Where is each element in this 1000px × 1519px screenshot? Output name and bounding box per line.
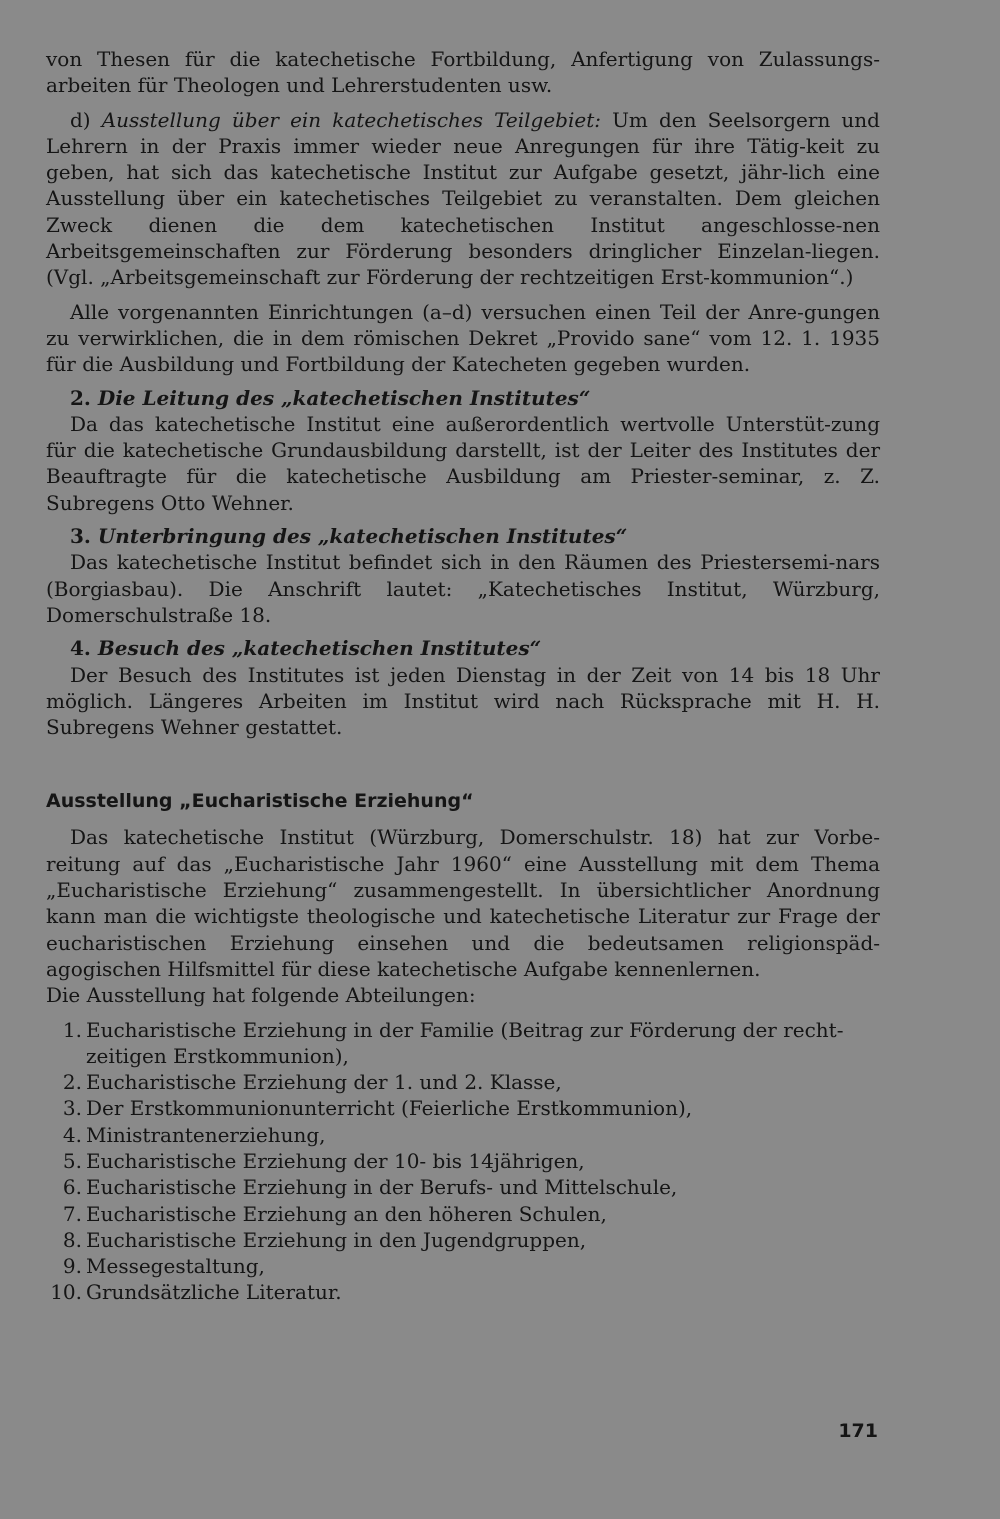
list-item: [46, 1069, 880, 1095]
item-d-text: Um den Seelsorgern und Lehrern in der Praxis immer wieder neue Anregungen für ihre Tätig-keit zu geben, hat sich das katechetische Institut zur Aufgabe gesetzt, jähr-lich eine Ausstellung über ein katechetisches Teilgebiet zu veranstalten. Dem gleichen Zweck dienen die dem katechetischen Institut angeschlosse-nen Arbeitsgemeinschaften zur Förderung besonders dringlicher Einzelan-liegen. (Vgl. „Arbeitsgemeinschaft zur Förderung der rechtzeitigen Erst-kommunion“.): [46, 107, 880, 290]
summary-paragraph: Alle vorgenannten Einrichtungen (a–d) versuchen einen Teil der Anre-gungen zu verwirklichen, die in dem römischen Dekret „Provido sane“ vom 12. 1. 1935 für die Ausbildung und Fortbildung der Katecheten gegeben wurden.: [46, 299, 880, 377]
item-d-label: d): [70, 107, 102, 132]
list-item: [46, 1227, 880, 1253]
section-3-title: Unterbringung des „katechetischen Institutes“: [97, 524, 628, 549]
list-item-number: 6.: [62, 1175, 82, 1200]
list-item-number: 7.: [62, 1201, 82, 1226]
exhibition-title: Ausstellung „Eucharistische Erziehung“: [46, 790, 474, 813]
section-2-number: 2.: [70, 385, 98, 410]
list-item-text: Eucharistische Erziehung in den Jugendgruppen,: [86, 1227, 587, 1252]
list-item-text: Ministrantenerziehung,: [86, 1122, 326, 1147]
section-4-number: 4.: [70, 636, 98, 661]
list-item-text: Grundsätzliche Literatur.: [86, 1280, 342, 1305]
exhibition-paragraph: Das katechetische Institut (Würzburg, Domerschulstr. 18) hat zur Vorbe-reitung auf das „Eucharistische Jahr 1960“ eine Ausstellung mit dem Thema „Eucharistische Erziehung“ zusammengestellt. In übersichtlicher Anordnung kann man die wichtigste theologische und katechetische Literatur zur Frage der eucharistischen Erziehung einsehen und die bedeutsamen religionspäd-agogischen Hilfsmittel für diese katechetische Aufgabe kennenlernen.: [46, 825, 880, 981]
list-item-number: 4.: [62, 1122, 82, 1147]
departments-list: [46, 1017, 880, 1306]
departments-intro: Die Ausstellung hat folgende Abteilungen:: [46, 983, 476, 1008]
item-d-paragraph: [46, 107, 880, 291]
section-4-text: Der Besuch des Institutes ist jeden Dienstag in der Zeit von 14 bis 18 Uhr möglich. Längeres Arbeiten im Institut wird nach Rücksprache mit H. H. Subregens Wehner gestattet.: [46, 662, 880, 740]
page-number: 171: [838, 1420, 878, 1442]
list-item: [46, 1122, 880, 1148]
list-item-text: Messegestaltung,: [86, 1254, 265, 1279]
list-item-text: Eucharistische Erziehung der 10- bis 14jährigen,: [86, 1148, 585, 1173]
list-item: [46, 1174, 880, 1200]
section-2-heading: [46, 385, 880, 411]
list-item-number: 1.: [62, 1017, 82, 1042]
section-4-heading: [46, 635, 880, 661]
list-item: [46, 1095, 880, 1121]
list-item-text: Der Erstkommunionunterricht (Feierliche Erstkommunion),: [86, 1096, 693, 1121]
list-item-text: Eucharistische Erziehung in der Berufs- und Mittelschule,: [86, 1175, 678, 1200]
list-item-number: 10.: [50, 1280, 82, 1305]
item-d-title: Ausstellung über ein katechetisches Teilgebiet:: [101, 107, 601, 132]
list-item: [46, 1148, 880, 1174]
section-3-text: Das katechetische Institut befindet sich in den Räumen des Priestersemi-nars (Borgiasbau). Die Anschrift lautet: „Katechetisches Institut, Würzburg, Domerschulstraße 18.: [46, 550, 880, 627]
section-2-title: Die Leitung des „katechetischen Institutes“: [97, 385, 591, 410]
list-item: [46, 1017, 880, 1070]
list-item: [46, 1253, 880, 1279]
section-4-title: Besuch des „katechetischen Institutes“: [97, 636, 542, 661]
list-item-number: 2.: [62, 1070, 82, 1095]
list-item-text: Eucharistische Erziehung in der Familie (Beitrag zur Förderung der recht-zeitigen Erstkommunion),: [86, 1017, 844, 1068]
section-2-text: Da das katechetische Institut eine außerordentlich wertvolle Unterstüt-zung für die katechetische Grundausbildung darstellt, ist der Leiter des Institutes der Beauftragte für die katechetische Ausbildung am Priester-seminar, z. Z. Subregens Otto Wehner.: [46, 411, 880, 515]
list-item-number: 8.: [62, 1227, 82, 1252]
list-item-number: 9.: [62, 1254, 82, 1279]
list-item: [46, 1201, 880, 1227]
list-item-number: 3.: [62, 1096, 82, 1121]
section-3-number: 3.: [70, 524, 98, 549]
list-item-number: 5.: [62, 1148, 82, 1173]
list-item-text: Eucharistische Erziehung an den höheren Schulen,: [86, 1201, 607, 1226]
list-item: [46, 1279, 880, 1305]
list-item-text: Eucharistische Erziehung der 1. und 2. Klasse,: [86, 1070, 562, 1095]
intro-paragraph: von Thesen für die katechetische Fortbildung, Anfertigung von Zulassungs-arbeiten für Theologen und Lehrerstudenten usw.: [46, 47, 880, 98]
section-3-heading: [46, 523, 880, 549]
